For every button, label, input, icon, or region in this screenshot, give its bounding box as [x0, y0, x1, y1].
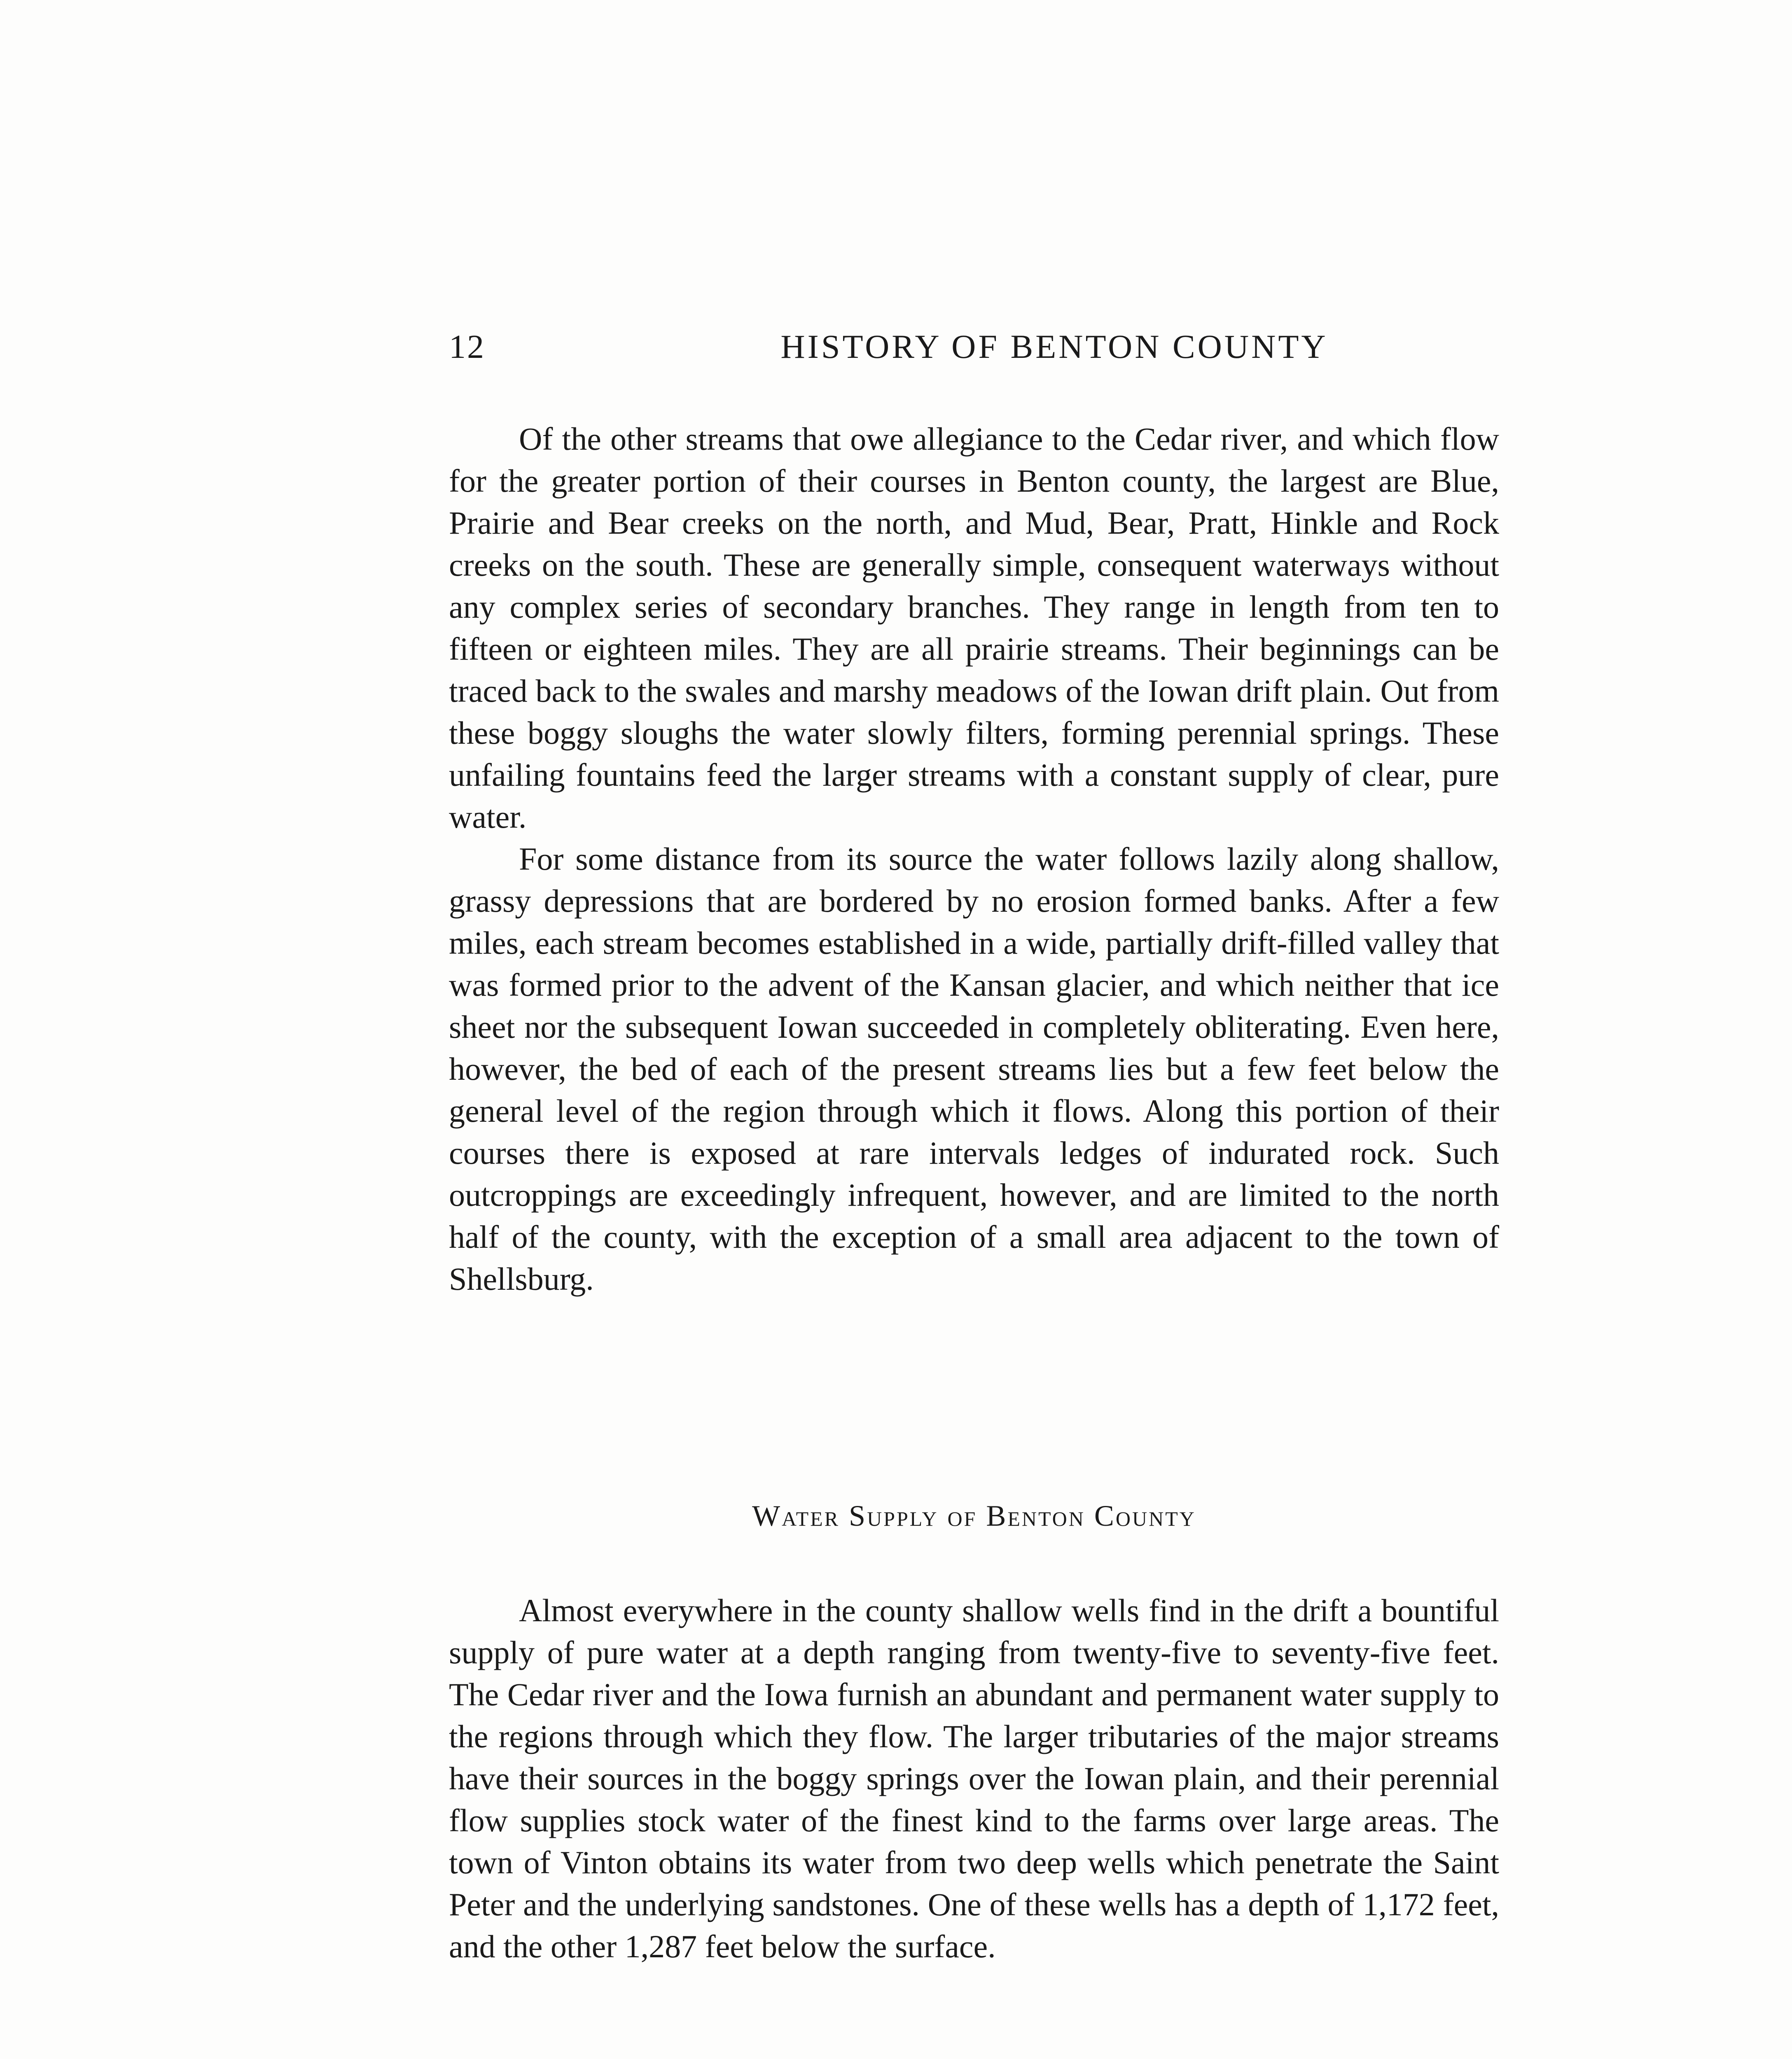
paragraph-water-supply: Almost everywhere in the county shallow wells find in the drift a bountiful supply of pure water at a depth ranging from twenty-five to seventy-five feet. The Cedar river and the Iowa furnish an abundant and permanent water supply to the regions through which they flow. The larger tributaries of the major streams have their sources in the boggy springs over the Iowan plain, and their perennial flow supplies stock water of the finest kind to the farms over large areas. The town of Vinton obtains its water from two deep wells which penetrate the Saint Peter and the underlying sandstones. One of these wells has a depth of 1,172 feet, and the other 1,287 feet below the surface. [449, 1592, 1499, 1964]
main-text [449, 418, 1499, 1300]
page-header [449, 327, 1499, 373]
section-heading: Water Supply of Benton County [752, 1499, 1196, 1532]
paragraph-valleys: For some distance from its source the water follows lazily along shallow, grassy depressions that are bordered by no erosion formed banks. After a few miles, each stream becomes established in a wide, partially drift-filled valley that was formed prior to the advent of the Kansan glacier, and which neither that ice sheet nor the subsequent Iowan succeeded in completely obliterating. Even here, however, the bed of each of the present streams lies but a few feet below the general level of the region through which it flows. Along this portion of their courses there is exposed at rare intervals ledges of indurated rock. Such outcroppings are exceedingly infrequent, however, and are limited to the north half of the county, with the exception of a small area adjacent to the town of Shellsburg. [449, 841, 1499, 1297]
paragraph-streams: Of the other streams that owe allegiance to the Cedar river, and which flow for the greater portion of their courses in Benton county, the largest are Blue, Prairie and Bear creeks on the north, and Mud, Bear, Pratt, Hinkle and Rock creeks on the south. These are generally simple, consequent waterways without any complex series of secondary branches. They range in length from ten to fifteen or eighteen miles. They are all prairie streams. Their beginnings can be traced back to the swales and marshy meadows of the Iowan drift plain. Out from these boggy sloughs the water slowly filters, forming perennial springs. These unfailing fountains feed the larger streams with a constant supply of clear, pure water. [449, 421, 1499, 835]
running-head: HISTORY OF BENTON COUNTY [780, 328, 1328, 365]
page-number: 12 [449, 328, 485, 365]
section-text [449, 1590, 1499, 1968]
